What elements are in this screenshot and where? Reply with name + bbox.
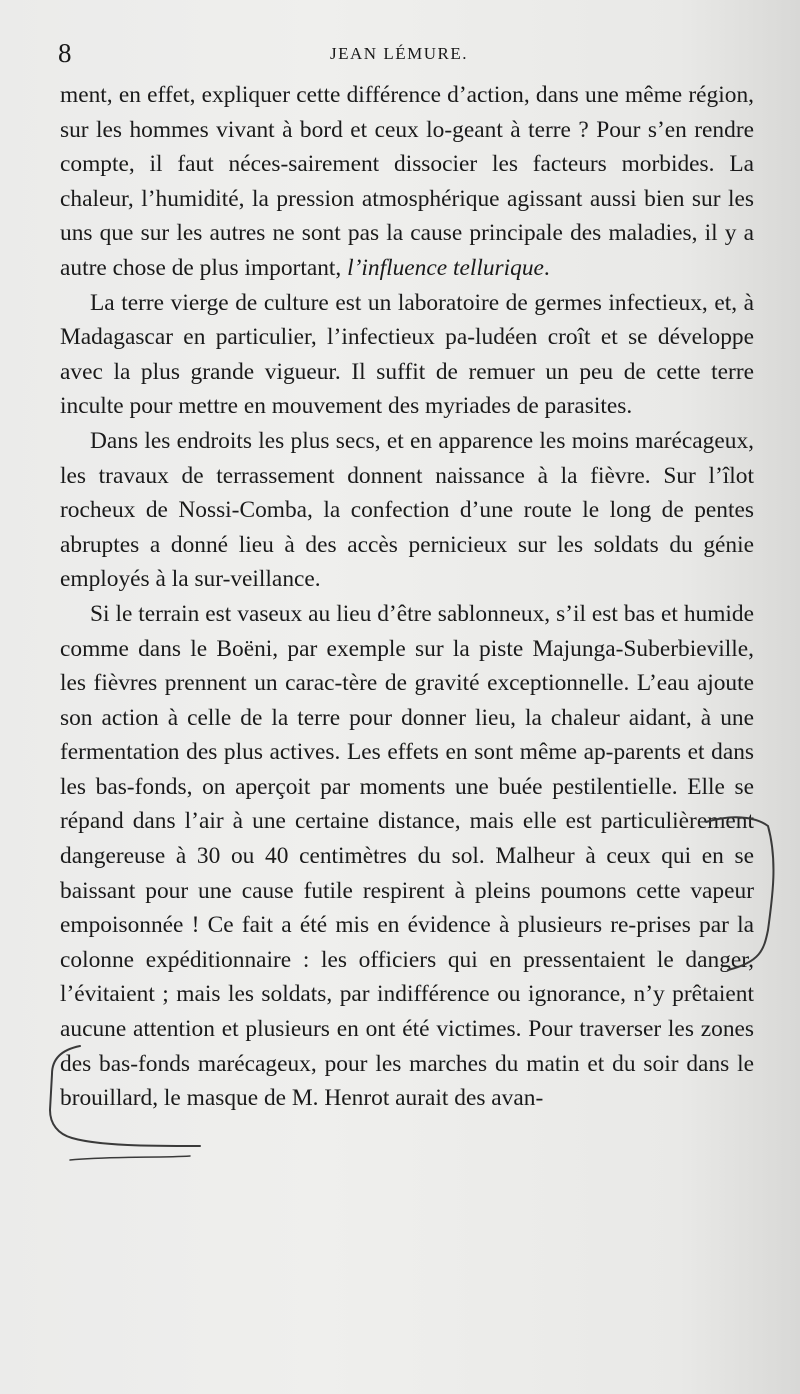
paragraph-1 (60, 78, 754, 286)
paragraph-4: Si le terrain est vaseux au lieu d’être sablonneux, s’il est bas et humide comme dans le Boëni, par exemple sur la piste Majunga-Suberbieville, les fièvres prennent un carac-tère de gravité exceptionnelle. L’eau ajoute son action à celle de la terre pour donner lieu, la chaleur aidant, à une fermentation des plus actives. Les effets en sont même ap-parents et dans les bas-fonds, on aperçoit par moments une buée pestilentielle. Elle se répand dans l’air à une certaine distance, mais elle est particulièrement dangereuse à 30 ou 40 centimètres du sol. Malheur à ceux qui en se baissant pour une cause futile respirent à pleins poumons cette vapeur empoisonnée ! Ce fait a été mis en évidence à plusieurs re-prises par la colonne expéditionnaire : les officiers qui en pressentaient le danger, l’évitaient ; mais les soldats, par indifférence ou ignorance, n’y prêtaient aucune attention et plusieurs en ont été victimes. Pour traverser les zones des bas-fonds marécageux, pour les marches du matin et du soir dans le brouillard, le masque de M. Henrot aurait des avan- (60, 600, 754, 1112)
paragraph-1-text: ment, en effet, expliquer cette différence d’action, dans une même région, sur les hommes vivant à bord et ceux lo-geant à terre ? Pour s’en rendre compte, il faut néces-sairement dissocier les facteurs morbides. La chaleur, l’humidité, la pression atmosphérique agissant aussi bien sur les uns que sur les autres ne sont pas la cause principale des maladies, il y a autre chose de plus important, (60, 82, 754, 281)
page-number: 8 (58, 38, 72, 68)
body-text (60, 78, 754, 1116)
paragraph-3: Dans les endroits les plus secs, et en apparence les moins marécageux, les travaux de terrassement donnent naissance à la fièvre. Sur l’îlot rocheux de Nossi-Comba, la confection d’une route le long de pentes abruptes a donné lieu à des accès pernicieux sur les soldats du génie employés à la sur-veillance. (60, 427, 754, 593)
running-title: JEAN LÉMURE. (330, 44, 468, 63)
italic-term: l’influence tellurique (347, 254, 544, 281)
underline-stroke (70, 1156, 190, 1160)
paragraph-1-end: . (543, 254, 550, 281)
page-header (58, 38, 740, 68)
paragraph-2: La terre vierge de culture est un laboratoire de germes infectieux, et, à Madagascar en particulier, l’infectieux pa-ludéen croît et se développe avec la plus grande vigueur. Il suffit de remuer un peu de cette terre inculte pour mettre en mouvement des myriades de parasites. (60, 289, 754, 420)
